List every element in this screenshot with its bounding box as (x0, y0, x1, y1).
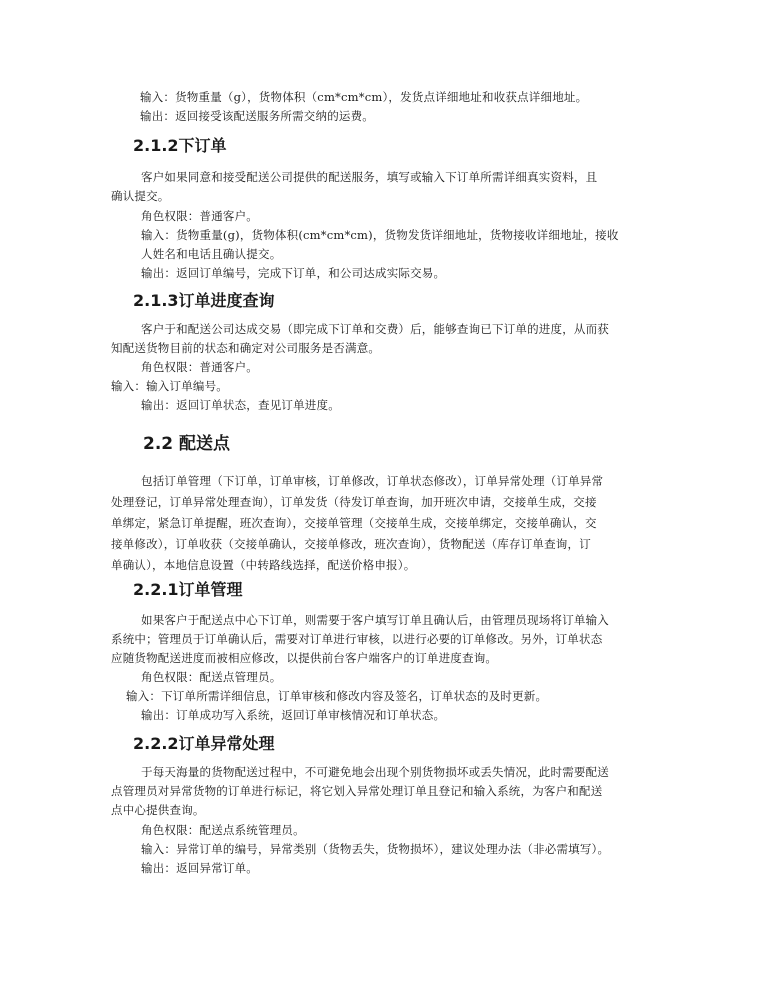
s22-para-line: 单绑定，紧急订单提醒，班次查询），交接单管理（交接单生成，交接单绑定，交接单确认，交 (111, 516, 597, 530)
s212-output: 输出：返回订单编号，完成下订单，和公司达成实际交易。 (141, 266, 446, 280)
s22-para-line: 处理登记，订单异常处理查询），订单发货（待发订单查询，加开班次申请，交接单生成，交接 (111, 495, 597, 509)
heading-2-2: 2.2 配送点 (143, 434, 231, 454)
s222-para-line: 于每天海量的货物配送过程中，不可避免地会出现个别货物损坏或丢失情况，此时需要配送 (141, 765, 609, 779)
s221-output: 输出：订单成功写入系统，返回订单审核情况和订单状态。 (141, 708, 446, 722)
s213-output: 输出：返回订单状态，查见订单进度。 (141, 398, 340, 412)
s222-output: 输出：返回异常订单。 (141, 861, 258, 875)
s222-para-line: 点中心提供查询。 (111, 803, 205, 817)
s221-para-line: 应随货物配送进度而被相应修改，以提供前台客户端客户的订单进度查询。 (111, 651, 498, 665)
s221-para-line: 系统中；管理员于订单确认后，需要对订单进行审核，以进行必要的订单修改。另外，订单状态 (111, 632, 603, 646)
s22-para-line: 接单修改），订单收获（交接单确认，交接单修改，班次查询），货物配送（库存订单查询，订 (111, 537, 591, 551)
s221-input: 输入：下订单所需详细信息，订单审核和修改内容及签名，订单状态的及时更新。 (126, 689, 548, 703)
heading-2-2-1: 2.2.1订单管理 (133, 580, 243, 599)
s213-role: 角色权限：普通客户。 (141, 360, 258, 374)
s213-input: 输入：输入订单编号。 (111, 379, 228, 393)
s22-para-line: 单确认），本地信息设置（中转路线选择，配送价格申报）。 (111, 558, 416, 572)
s222-role: 角色权限：配送点系统管理员。 (141, 823, 305, 837)
s222-input: 输入：异常订单的编号，异常类别（货物丢失，货物损坏），建议处理办法（非必需填写）。 (141, 842, 610, 856)
s212-input-line: 人姓名和电话且确认提交。 (141, 247, 282, 261)
heading-2-2-2: 2.2.2订单异常处理 (133, 734, 275, 753)
s212-role: 角色权限：普通客户。 (141, 209, 258, 223)
s213-para-line: 知配送货物目前的状态和确定对公司服务是否满意。 (111, 341, 381, 355)
s221-role: 角色权限：配送点管理员。 (141, 670, 282, 684)
heading-2-1-3: 2.1.3订单进度查询 (133, 291, 275, 310)
s22-para-line: 包括订单管理（下订单，订单审核，订单修改，订单状态修改），订单异常处理（订单异常 (141, 474, 604, 488)
s211-output: 输出：返回接受该配送服务所需交纳的运费。 (140, 109, 374, 123)
s222-para-line: 点管理员对异常货物的订单进行标记，将它划入异常处理订单且登记和输入系统，为客户和配送 (111, 784, 603, 798)
s211-input: 输入：货物重量（g），货物体积（cm*cm*cm），发货点详细地址和收获点详细地址。 (140, 90, 588, 104)
s221-para-line: 如果客户于配送点中心下订单，则需要于客户填写订单且确认后，由管理员现场将订单输入 (141, 613, 609, 627)
s212-para-line: 确认提交。 (111, 189, 170, 203)
s212-para-line: 客户如果同意和接受配送公司提供的配送服务，填写或输入下订单所需详细真实资料，且 (141, 170, 598, 184)
s212-input-line: 输入：货物重量(g)，货物体积(cm*cm*cm)，货物发货详细地址，货物接收详细地址，接收 (141, 228, 619, 242)
s213-para-line: 客户于和配送公司达成交易（即完成下订单和交费）后，能够查询已下订单的进度，从而获 (141, 322, 609, 336)
heading-2-1-2: 2.1.2下订单 (133, 136, 227, 155)
